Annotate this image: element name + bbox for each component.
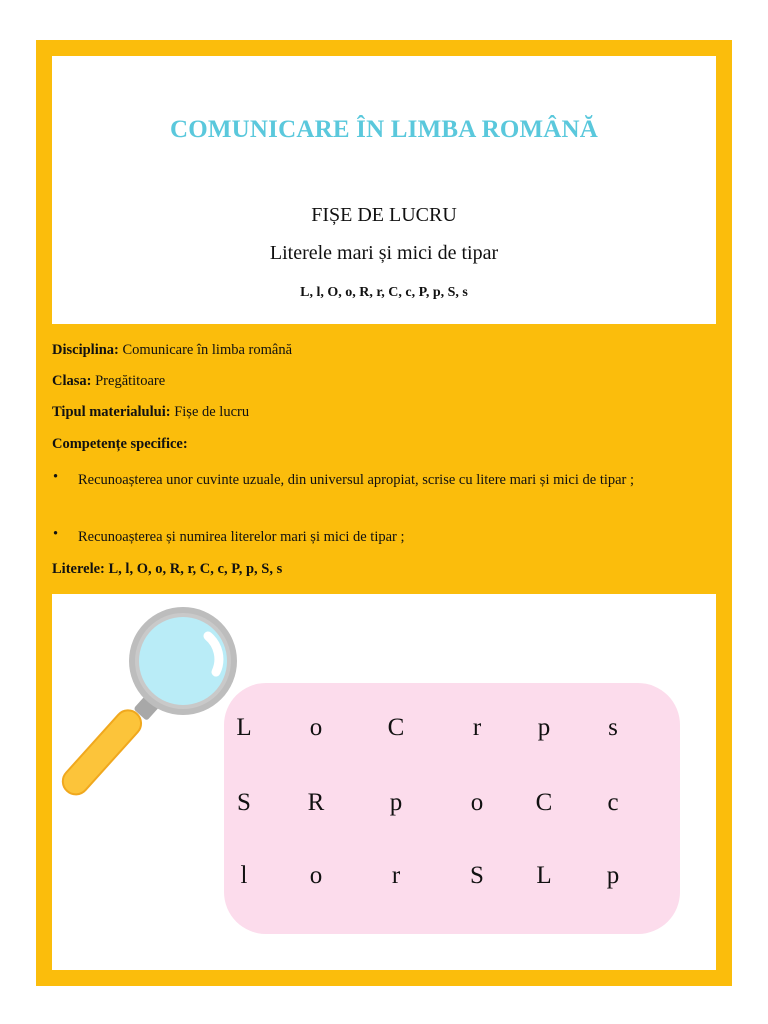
list-item-text: Recunoașterea și numirea literelor mari și mici de tipar ; <box>78 529 405 545</box>
clasa-line <box>52 373 165 390</box>
subtitle-topic: Literele mari și mici de tipar <box>269 242 499 264</box>
literele-line: Literele: L, l, O, o, R, r, C, c, P, p, S, s <box>52 561 283 577</box>
grid-letter: r <box>472 714 482 741</box>
grid-letter: C <box>387 714 405 741</box>
grid-letter: L <box>536 862 552 889</box>
competente-heading: Competențe specifice: <box>52 436 188 452</box>
page-title: COMUNICARE ÎN LIMBA ROMÂNĂ <box>169 116 599 143</box>
tipul-value: Fișe de lucru <box>170 404 250 420</box>
grid-letter: C <box>535 789 553 816</box>
grid-letter: o <box>309 714 323 741</box>
grid-letter: s <box>608 714 618 741</box>
letters-grid <box>224 683 680 934</box>
grid-letter: p <box>537 714 551 741</box>
grid-letter: o <box>309 862 323 889</box>
grid-letter: c <box>607 789 619 816</box>
subtitle-letters: L, l, O, o, R, r, C, c, P, p, S, s <box>300 285 468 300</box>
title-box <box>52 56 716 324</box>
disciplina-line <box>52 342 292 359</box>
bullet-icon: • <box>53 469 59 485</box>
grid-letter: S <box>470 862 484 889</box>
list-item-text: Recunoașterea unor cuvinte uzuale, din universul apropiat, scrise cu litere mari și mici de tipar ; <box>78 472 635 488</box>
disciplina-value: Comunicare în limba română <box>118 342 293 358</box>
grid-letter: o <box>470 789 484 816</box>
grid-letter: L <box>236 714 252 741</box>
tipul-label: Tipul materialului: <box>52 404 171 420</box>
disciplina-label: Disciplina: <box>52 342 119 358</box>
subtitle-worksheets: FIȘE DE LUCRU <box>311 204 457 226</box>
grid-letter: S <box>237 789 251 816</box>
grid-letter: R <box>307 789 325 816</box>
grid-letter: p <box>389 789 403 816</box>
tipul-line <box>52 404 249 421</box>
grid-letter: p <box>606 862 620 889</box>
grid-letter: l <box>240 862 248 889</box>
grid-letter: r <box>391 862 401 889</box>
clasa-label: Clasa: <box>52 373 92 389</box>
clasa-value: Pregătitoare <box>91 373 166 389</box>
bullet-icon: • <box>53 526 59 542</box>
